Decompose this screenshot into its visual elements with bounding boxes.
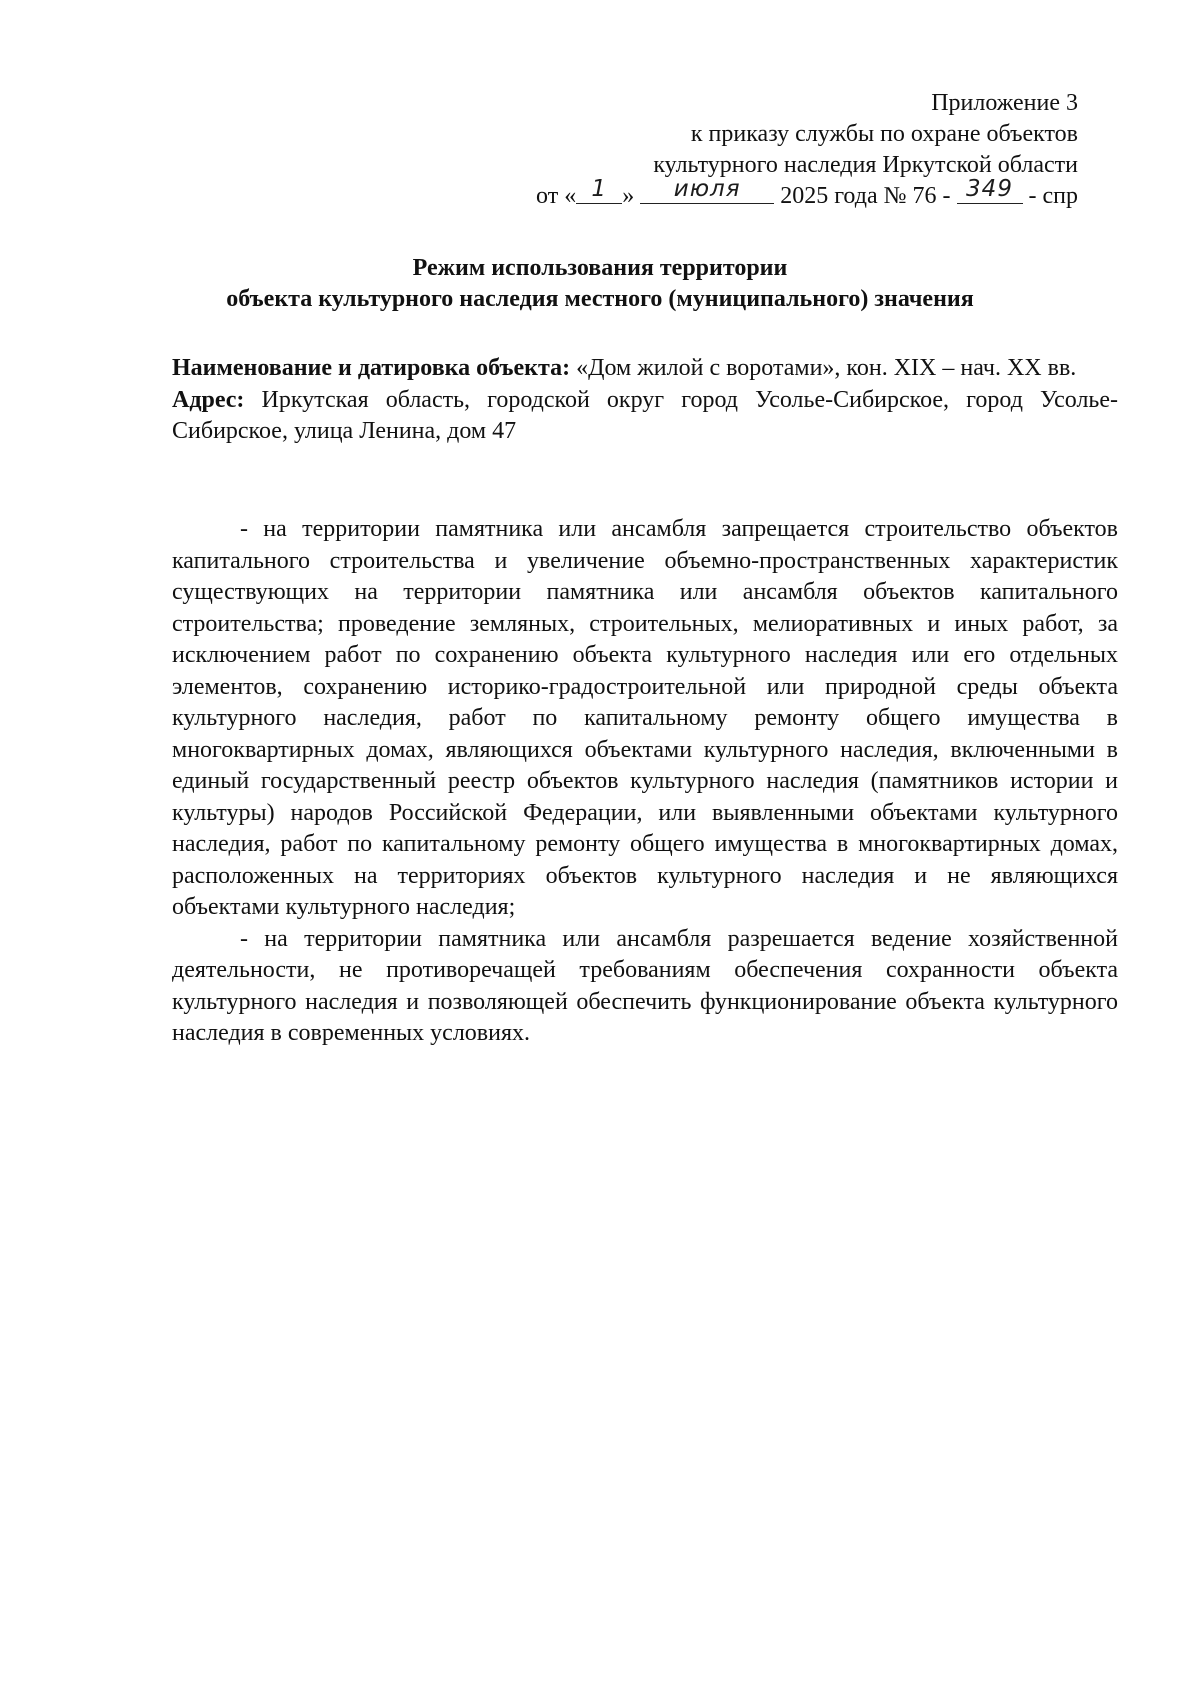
rule-prohibition: - на территории памятника или ансамбля запрещается строительство объектов капитального строительства и увеличение объемно-пространственных характеристик существующих на территории памятника или ансамбля объектов капитального строительства; проведение земляных, строительных, мелиоративных и иных работ, за исключением работ по сохранению объекта культурного наследия или его отдельных элементов, сохранению историко-градостроительной или природной среды объекта культурного наследия, работ по капитальному ремонту общего имущества в многоквартирных домах, являющихся объектами культурного наследия, включенными в единый государственный реестр объектов культурного наследия (памятников истории и культуры) народов Российской Федерации, или выявленными объектами культурного наследия, работ по капитальному ремонту общего имущества в многоквартирных домах, расположенных на территориях объектов культурного наследия и не являющихся объектами культурного наследия; [172, 516, 1118, 920]
object-info [172, 353, 1118, 448]
order-number-field [957, 176, 1023, 204]
day-handwritten: 1 [591, 176, 607, 202]
object-name-label: Наименование и датировка объекта: [172, 355, 571, 381]
month-field [640, 176, 774, 204]
year-number-text: 2025 года № 76 - [780, 183, 951, 209]
date-prefix: от « [536, 183, 577, 209]
title-line-2: объекта культурного наследия местного (муниципального) значения [226, 286, 974, 312]
appendix-authority-line: культурного наследия Иркутской области [653, 152, 1078, 178]
order-suffix: - спр [1028, 183, 1078, 209]
order-number-handwritten: 349 [966, 176, 1013, 202]
object-name-paragraph [172, 353, 1118, 385]
appendix-date-line [536, 176, 1078, 212]
month-handwritten: июля [673, 176, 741, 202]
date-mid: » [622, 183, 635, 209]
object-name-value: «Дом жилой с воротами», кон. XIX – нач. XX вв. [576, 355, 1077, 381]
document-title [100, 253, 1100, 315]
title-line-1: Режим использования территории [412, 255, 788, 281]
appendix-number: Приложение 3 [931, 90, 1078, 116]
usage-rules [172, 514, 1118, 1050]
object-address-value: Иркутская область, городской округ город Усолье-Сибирское, город Усолье-Сибирское, улица Ленина, дом 47 [172, 386, 1119, 444]
rule-permission: - на территории памятника или ансамбля разрешается ведение хозяйственной деятельности, не противоречащей требованиям обеспечения сохранности объекта культурного наследия и позволяющей обеспечить функционирование объекта культурного наследия в современных условиях. [172, 925, 1118, 1046]
object-address-paragraph [172, 385, 1118, 448]
day-field [576, 176, 622, 204]
appendix-order-line: к приказу службы по охране объектов [690, 121, 1078, 147]
appendix-header [536, 88, 1078, 212]
object-address-label: Адрес: [172, 386, 245, 413]
